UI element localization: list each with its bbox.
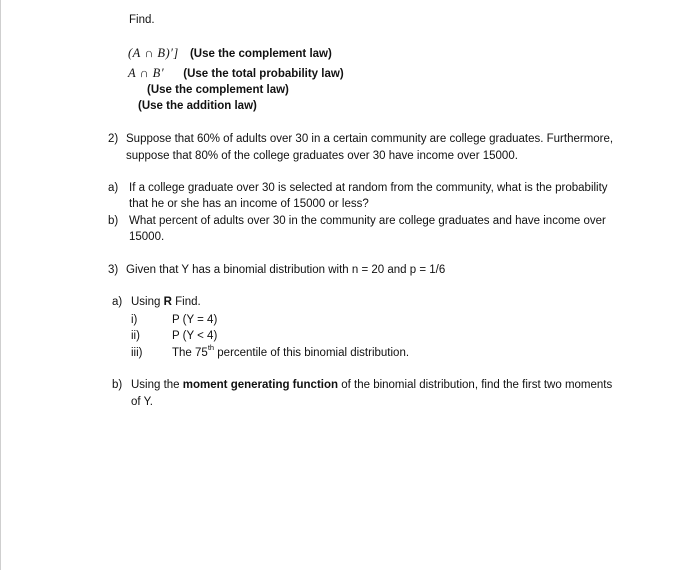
q3a-item-3-post: percentile of this binomial distribution.: [214, 347, 410, 359]
page-edge: [0, 0, 1, 570]
q2-number: 2): [108, 133, 119, 145]
q3b-prefix: Using the: [131, 379, 183, 391]
q3a-suffix: Find.: [171, 296, 201, 308]
q3b-line-2: of Y.: [131, 396, 153, 408]
q2a-label: a): [108, 182, 119, 194]
q2-line-1: Suppose that 60% of adults over 30 in a certain community are college graduates. Furthermore,: [126, 133, 614, 145]
q2b-line-1: What percent of adults over 30 in the community are college graduates and have income over: [129, 215, 606, 227]
part1-item-2: [128, 65, 344, 82]
q3b-bold: moment generating function: [182, 379, 339, 391]
q3a-prefix: Using: [131, 296, 164, 308]
part1-item-1-math: (A ∩ B)′]: [128, 46, 179, 60]
q3b-line-1: [131, 377, 612, 393]
q3a-item-1-label: i): [131, 314, 138, 326]
q3a-item-3-text: [172, 345, 409, 361]
q3a-item-2-label: ii): [131, 330, 140, 342]
q3a-text: [131, 294, 201, 310]
q2b-label: b): [108, 215, 119, 227]
q2-line-2: suppose that 80% of the college graduates over 30 have income over 15000.: [126, 150, 518, 162]
q3a-item-3-pre: The 75: [172, 347, 208, 359]
q3a-bold: R: [163, 296, 172, 308]
part1-item-4-hint: (Use the addition law): [138, 100, 257, 112]
q3a-item-3-label: iii): [131, 347, 143, 359]
part1-item-1: [128, 45, 332, 62]
part1-item-1-hint: (Use the complement law): [189, 48, 332, 60]
q3a-item-3-sup: th: [207, 343, 215, 353]
part1-item-2-math: A ∩ B′: [128, 66, 165, 80]
q2b-line-2: 15000.: [129, 231, 165, 243]
q3b-suffix: of the binomial distribution, find the first two moments: [338, 379, 613, 391]
q3-text: Given that Y has a binomial distribution with n = 20 and p = 1/6: [126, 264, 446, 276]
find-heading: Find.: [129, 14, 155, 26]
q2a-line-1: If a college graduate over 30 is selected at random from the community, what is the probability: [129, 182, 608, 194]
q2a-line-2: that he or she has an income of 15000 or less?: [129, 198, 369, 210]
q3a-label: a): [112, 296, 123, 308]
q3-number: 3): [108, 264, 119, 276]
q3a-item-1-text: P (Y = 4): [172, 314, 218, 326]
part1-item-2-hint: (Use the total probability law): [183, 68, 344, 80]
part1-item-3-hint: (Use the complement law): [147, 84, 289, 96]
q3a-item-2-text: P (Y < 4): [172, 330, 218, 342]
q3b-label: b): [112, 379, 123, 391]
